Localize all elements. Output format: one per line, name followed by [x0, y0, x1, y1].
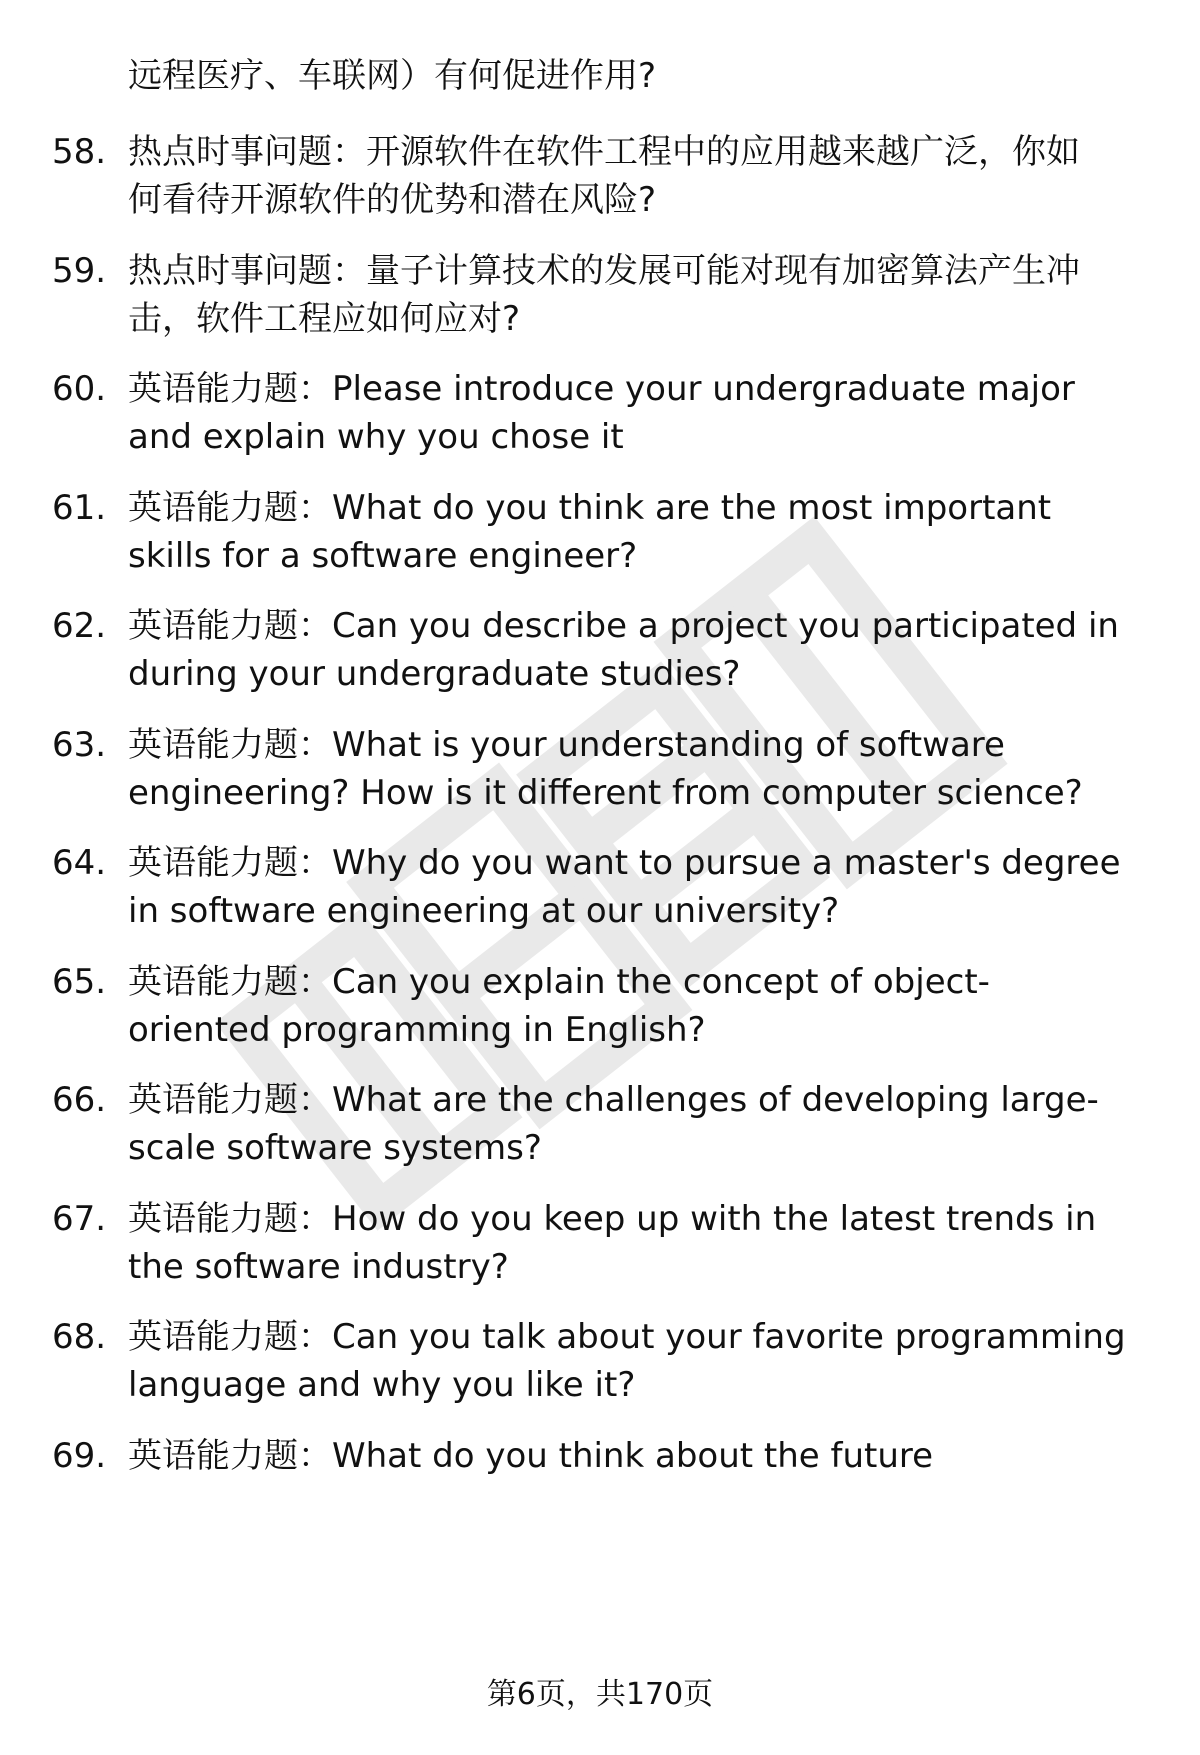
- question-text: 英语能力题：Why do you want to pursue a master's degree in software engineering at our university?: [128, 843, 1121, 931]
- page-footer: 第6页，共170页: [486, 1677, 714, 1712]
- question-text: 热点时事问题：量子计算技术的发展可能对现有加密算法产生冲 击，软件工程应如何应对?: [128, 251, 1080, 339]
- question-number: 69.: [52, 1436, 107, 1476]
- question-text: 英语能力题：Can you talk about your favorite programming language and why you like it?: [128, 1317, 1126, 1405]
- question-number: 64.: [52, 843, 107, 883]
- question-text: 英语能力题：Please introduce your undergraduate major and explain why you chose it: [128, 369, 1075, 457]
- question-number: 62.: [52, 606, 107, 646]
- question-text: 英语能力题：What are the challenges of developing large- scale software systems?: [128, 1080, 1099, 1168]
- question-text: 英语能力题：Can you describe a project you participated in during your undergraduate studies?: [128, 606, 1119, 694]
- question-text: 英语能力题：What do you think about the future: [128, 1436, 934, 1476]
- question-number: 59.: [52, 251, 107, 291]
- question-number: 65.: [52, 962, 107, 1002]
- question-text: 远程医疗、车联网）有何促进作用?: [128, 56, 657, 96]
- question-text: 英语能力题：What do you think are the most important skills for a software engineer?: [128, 488, 1052, 576]
- question-number: 58.: [52, 132, 107, 172]
- question-text: 英语能力题：What is your understanding of software engineering? How is it different from computer science?: [128, 725, 1083, 813]
- question-number: 61.: [52, 488, 107, 528]
- question-text: 英语能力题：Can you explain the concept of object- oriented programming in English?: [128, 962, 990, 1050]
- question-number: 68.: [52, 1317, 107, 1357]
- question-text: 英语能力题：How do you keep up with the latest trends in the software industry?: [128, 1199, 1097, 1287]
- question-number: 60.: [52, 369, 107, 409]
- question-number: 67.: [52, 1199, 107, 1239]
- question-number: 63.: [52, 725, 107, 765]
- question-number: 66.: [52, 1080, 107, 1120]
- question-text: 热点时事问题：开源软件在软件工程中的应用越来越广泛，你如 何看待开源软件的优势和潜在风险?: [128, 132, 1080, 220]
